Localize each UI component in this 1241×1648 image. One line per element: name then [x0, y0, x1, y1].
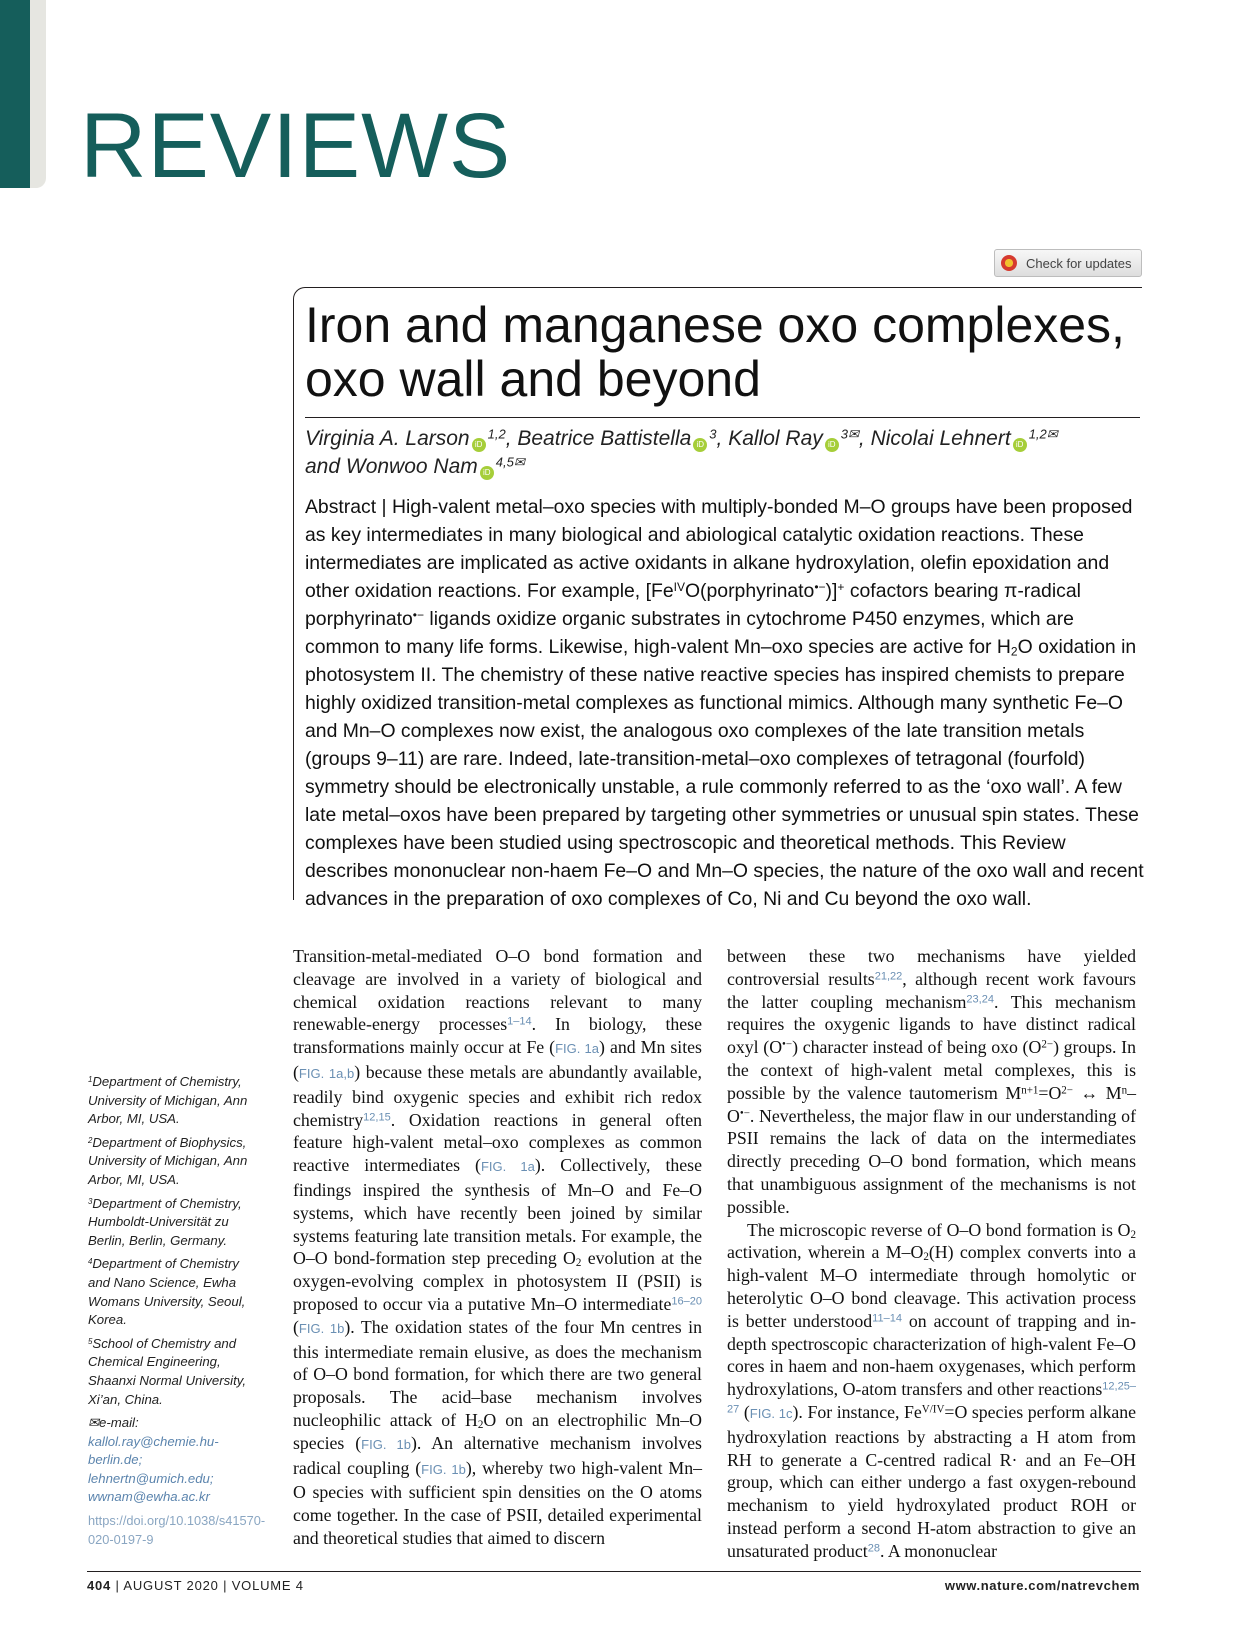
author-name[interactable]: Nicolai Lehnert [870, 427, 1011, 450]
check-for-updates-label: Check for updates [1026, 255, 1132, 271]
footer-separator: | [111, 1578, 124, 1593]
body-text: evolution at the oxygen-evolving complex in photosystem II (PSII) is proposed to occur via a putative Mn–O intermediate [293, 1248, 702, 1314]
figure-link[interactable]: FIG. 1b [361, 1436, 411, 1452]
body-text: ↔ M [1073, 1082, 1122, 1103]
page-number: 404 [87, 1578, 112, 1593]
body-sup: •− [739, 1107, 750, 1120]
affiliation-number: 5 [88, 1336, 93, 1346]
issue-date: AUGUST 2020 [123, 1578, 219, 1593]
citation-link[interactable]: 12,15 [363, 1111, 391, 1124]
body-sub: 2 [1130, 1228, 1136, 1241]
body-text: . Oxidation reactions in general often feature high-valent metal–oxo complexes as common reactive intermediates ( [293, 1109, 702, 1176]
author-name[interactable]: Beatrice Battistella [517, 427, 692, 450]
orcid-icon[interactable]: iD [472, 438, 486, 452]
author-separator: , [716, 427, 729, 450]
orcid-icon[interactable]: iD [825, 438, 839, 452]
email-icon[interactable]: ✉ [848, 426, 859, 442]
body-paragraph [727, 945, 1136, 1219]
body-text: . In biology, these transformations mainly occur at Fe ( [293, 1014, 702, 1058]
abstract-sup: •− [814, 580, 826, 594]
body-text: on account of trapping and in-depth spectroscopic characterization of high-valent Fe–O cores in haem and non-haem oxygenases, which perform hydroxylations, O-atom transfers and other reactions [727, 1310, 1136, 1400]
abstract-separator: | [376, 496, 392, 518]
body-text: ) groups. In the context of high-valent metal complexes, this is possible by the valence tautomerism M [727, 1037, 1136, 1103]
citation-link[interactable]: 21,22 [874, 970, 903, 983]
body-sup: n+1 [1021, 1084, 1039, 1097]
affiliation-text: Department of Chemistry and Nano Science, Ewha Womans University, Seoul, Korea. [88, 1256, 246, 1328]
abstract-sub: 2 [1010, 644, 1018, 659]
citation-link[interactable]: 11–14 [872, 1312, 902, 1325]
body-text: ) because these metals are abundantly available, readily bind oxygenic species and exhibit rich redox chemistry [293, 1061, 702, 1130]
body-text: ), whereby two high-valent Mn–O species with sufficient spin densities on the O atoms come together. In the case of PSII, detailed experimental and theoretical studies that aimed to discern [293, 1457, 702, 1548]
affiliation-item [88, 1073, 263, 1129]
citation-link[interactable]: 23,24 [966, 993, 994, 1006]
author-list [305, 425, 1140, 481]
author-name[interactable]: Kallol Ray [728, 427, 823, 450]
body-sup: V/IV [921, 1403, 945, 1416]
abstract-text: ligands oxidize organic substrates in cytochrome P450 enzymes, which are common to many life forms. Likewise, high-valent Mn–oxo species are active for H [305, 608, 1074, 658]
body-sub: 2 [923, 1251, 929, 1264]
body-text: . A mononuclear [880, 1540, 998, 1561]
body-text: . Nevertheless, the major flaw in our understanding of PSII remains the lack of data on the intermediates directly preceding O–O bond formation, which means that unambiguous assignment of the mechanisms is not possible. [727, 1105, 1136, 1217]
body-text: O on an electrophilic Mn–O species ( [293, 1409, 703, 1453]
abstract-text: cofactors bearing π-radical porphyrinato [305, 580, 1081, 630]
author-name[interactable]: Wonwoo Nam [345, 455, 478, 478]
affiliation-number: 1 [88, 1075, 93, 1085]
figure-link[interactable]: FIG. 1b [421, 1461, 466, 1477]
body-text: activation, wherein a M–O [727, 1242, 924, 1263]
body-text: ) and Mn sites ( [293, 1037, 702, 1082]
title-line-1: Iron and manganese oxo complexes, [305, 297, 1125, 353]
body-sup: •− [782, 1038, 793, 1051]
citation-link[interactable]: 1–14 [507, 1015, 532, 1028]
orcid-icon[interactable]: iD [693, 438, 707, 452]
author-line-2 [305, 453, 1140, 481]
orcid-icon[interactable]: iD [1013, 438, 1027, 452]
citation-link[interactable]: 28 [867, 1542, 880, 1555]
author-separator: and [305, 455, 346, 478]
body-text: (H) complex converts into a high-valent M–O intermediate through homolytic or heterolytic O–O bond cleavage. This activation process is better understood [727, 1242, 1137, 1331]
abstract-sup: + [837, 580, 845, 594]
body-text: ). The oxidation states of the four Mn centres in this intermediate remain elusive, as does the mechanism of O–O bond formation, for which there are two general proposals. The acid–base mechanism involves nucleophilic attack of H [293, 1316, 702, 1430]
body-text: ) character instead of being oxo (O [792, 1037, 1042, 1058]
figure-link[interactable]: FIG. 1a,b [298, 1065, 355, 1081]
footer-divider [87, 1571, 1141, 1572]
author-name[interactable]: Virginia A. Larson [305, 427, 470, 450]
affiliation-number: 2 [88, 1135, 93, 1145]
figure-link[interactable]: FIG. 1c [749, 1405, 793, 1421]
body-column-1 [293, 945, 702, 1550]
journal-side-bar-edge [30, 0, 46, 188]
abstract-text: O(porphyrinato [684, 580, 815, 602]
doi-link[interactable]: https://doi.org/10.1038/s41570-020-0197-9 [88, 1513, 266, 1547]
title-divider [305, 417, 1140, 418]
affiliation-text: School of Chemistry and Chemical Engineering, Shaanxi Normal University, Xi’an, China. [88, 1335, 247, 1407]
author-affiliation: 3 [840, 426, 849, 442]
figure-link[interactable]: FIG. 1b [298, 1320, 345, 1336]
author-line-1 [305, 425, 1140, 453]
body-sup: 2− [1041, 1038, 1054, 1051]
affiliation-text: Department of Chemistry, University of Michigan, Ann Arbor, MI, USA. [88, 1074, 248, 1127]
abstract-sup: •− [412, 608, 425, 622]
body-text: =O [1038, 1082, 1062, 1103]
affiliation-text: Department of Biophysics, University of Michigan, Ann Arbor, MI, USA. [88, 1134, 248, 1187]
email-links[interactable]: kallol.ray@chemie.hu-berlin.de; lehnertn@umich.edu; wwnam@ewha.ac.kr [88, 1433, 219, 1505]
article-title [305, 298, 1135, 406]
body-column-2 [727, 945, 1136, 1563]
body-text: The microscopic reverse of O–O bond formation is O [747, 1219, 1131, 1240]
body-paragraph [293, 945, 702, 1550]
email-icon[interactable]: ✉ [1046, 426, 1058, 442]
body-text: ). An alternative mechanism involves radical coupling ( [293, 1432, 702, 1478]
body-text: ). Collectively, these findings inspired the synthesis of Mn–O and Fe–O systems, which have recently been joined by similar systems featuring late transition metals. For example, the O–O bond-formation step preceding O [293, 1155, 702, 1269]
body-text: Transition-metal-mediated O–O bond formation and cleavage are involved in a variety of biological and chemical oxidation reactions relevant to many renewable-energy processes [293, 946, 702, 1035]
check-for-updates-button[interactable] [994, 249, 1142, 277]
journal-url[interactable]: www.nature.com/natrevchem [944, 1578, 1140, 1593]
section-header: REVIEWS [80, 95, 512, 197]
affiliation-item [88, 1255, 263, 1329]
email-label: ✉e-mail: [88, 1415, 139, 1431]
email-contacts [88, 1414, 263, 1507]
journal-side-bar [0, 0, 30, 188]
affiliation-item [88, 1134, 263, 1190]
body-sup: 2− [1061, 1084, 1074, 1097]
body-sup: n [1121, 1084, 1128, 1097]
figure-link[interactable]: FIG. 1a [480, 1159, 535, 1175]
author-separator: , [858, 427, 871, 450]
body-text: . This mechanism requires the oxygenic ligands to have distinct radical oxyl (O [727, 991, 1136, 1058]
author-affiliation: 1,2 [487, 426, 506, 442]
body-sub: 2 [575, 1257, 582, 1270]
body-text: –O [727, 1082, 1136, 1126]
body-text: ( [293, 1316, 299, 1337]
abstract-text: )] [825, 580, 838, 602]
body-text: ). For instance, Fe [792, 1401, 922, 1422]
author-affiliation: 1,2 [1028, 426, 1047, 442]
body-text: between these two mechanisms have yielded controversial results [727, 946, 1136, 989]
body-sub: 2 [477, 1419, 484, 1432]
abstract-text: High-valent metal–oxo species with multiply-bonded M–O groups have been proposed as key intermediates in many biological and abiological catalytic oxidation reactions. These intermediates are implicated as active oxidants in alkane hydroxylation, olefin epoxidation and other oxidation reactions. For example, [Fe [305, 496, 1133, 602]
affiliations [88, 1073, 266, 1549]
volume-number: VOLUME 4 [231, 1578, 304, 1593]
title-line-2: oxo wall and beyond [305, 351, 761, 407]
figure-link[interactable]: FIG. 1a [555, 1041, 600, 1057]
orcid-icon[interactable]: iD [480, 466, 494, 480]
body-text: , although recent work favours the latter coupling mechanism [727, 968, 1136, 1012]
body-paragraph [727, 1219, 1136, 1563]
affiliation-item [88, 1335, 263, 1409]
abstract [305, 493, 1145, 913]
affiliation-number: 4 [88, 1257, 93, 1267]
affiliation-item [88, 1195, 263, 1251]
body-text: ( [739, 1401, 750, 1422]
author-affiliation: 4,5 [495, 454, 514, 470]
author-affiliation: 3 [709, 426, 717, 442]
citation-link[interactable]: 12,25–27 [727, 1380, 1136, 1416]
crossmark-icon [1001, 255, 1017, 271]
abstract-label: Abstract [305, 496, 377, 518]
body-text: =O species perform alkane hydroxylation reactions by abstracting a H atom from RH to generate a C-centred radical R· and an Fe–OH group, which can either undergo a fast oxygen-rebound mechanism to yield hydroxylated product ROH or instead perform a second H-atom abstraction to give an unsaturated product [727, 1401, 1137, 1561]
author-separator: , [505, 427, 518, 450]
abstract-text: O oxidation in photosystem II. The chemistry of these native reactive species has inspired chemists to prepare highly oxidized transition-metal complexes as functional mimics. Although many synthetic Fe–O and Mn–O complexes now exist, the analogous oxo complexes of the late transition metals (groups 9–11) are rare. Indeed, late-transition-metal–oxo complexes of tetragonal (fourfold) symmetry should be electronically unstable, a rule commonly referred to as the ‘oxo wall’. A few late metal–oxos have been prepared by targeting other symmetries or unusual spin states. These complexes have been studied using spectroscopic and theoretical methods. This Review describes mononuclear non-haem Fe–O and Mn–O species, the nature of the oxo wall and recent advances in the preparation of oxo complexes of Co, Ni and Cu beyond the oxo wall. [305, 636, 1144, 910]
footer-separator: | [218, 1578, 232, 1593]
footer-page-info [87, 1578, 304, 1593]
affiliation-number: 3 [88, 1196, 93, 1206]
abstract-sup: IV [673, 580, 685, 594]
affiliation-text: Department of Chemistry, Humboldt-Universität zu Berlin, Berlin, Germany. [88, 1195, 242, 1248]
citation-link[interactable]: 16–20 [671, 1295, 702, 1308]
email-icon[interactable]: ✉ [513, 454, 525, 470]
